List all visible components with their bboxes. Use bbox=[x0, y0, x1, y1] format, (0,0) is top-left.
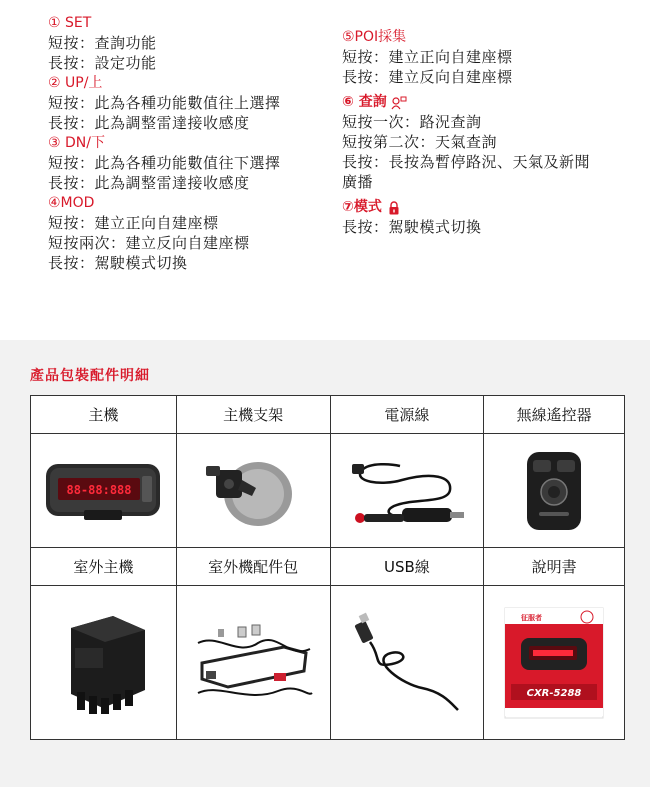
function-line: 短按：此為各種功能數值往下選擇 bbox=[48, 154, 281, 172]
item-label-outdoor-unit: 室外主機 bbox=[31, 548, 177, 586]
function-line: 短按：查詢功能 bbox=[48, 34, 157, 52]
item-image-mount bbox=[176, 434, 330, 548]
package-table bbox=[30, 395, 625, 740]
function-heading: ④MOD bbox=[48, 195, 95, 211]
item-label-remote: 無線遙控器 bbox=[484, 396, 625, 434]
function-line: 短按兩次：建立反向自建座標 bbox=[48, 234, 250, 252]
person-query-icon bbox=[391, 96, 407, 110]
item-image-usb-cable bbox=[330, 586, 484, 740]
package-contents-section bbox=[0, 340, 650, 787]
function-mode bbox=[342, 198, 642, 237]
function-query bbox=[342, 93, 642, 192]
remote-control-image bbox=[519, 446, 589, 536]
item-image-main-unit bbox=[31, 434, 177, 548]
function-line: 長按：駕駛模式切換 bbox=[342, 218, 482, 236]
manual-model-text: CXR-5288 bbox=[526, 687, 582, 699]
function-up bbox=[48, 74, 338, 133]
function-set bbox=[48, 14, 338, 73]
package-title: 產品包裝配件明細 bbox=[30, 368, 150, 384]
function-heading: ③ DN/下 bbox=[48, 135, 105, 151]
function-line: 長按：駕駛模式切換 bbox=[48, 254, 188, 272]
function-line: 短按第二次：天氣查詢 bbox=[342, 133, 498, 151]
function-line: 短按：建立正向自建座標 bbox=[342, 48, 513, 66]
item-image-power-cable bbox=[330, 434, 484, 548]
main-unit-display-text: 88-88:888 bbox=[66, 482, 132, 497]
function-heading: ① SET bbox=[48, 15, 92, 31]
outdoor-kit-image bbox=[188, 613, 318, 713]
item-image-manual bbox=[484, 586, 625, 740]
outdoor-unit-image bbox=[53, 608, 153, 718]
function-line: 長按：設定功能 bbox=[48, 54, 157, 72]
function-line: 廣播 bbox=[342, 173, 374, 191]
suction-mount-image bbox=[198, 450, 308, 532]
function-line: 長按：長按為暫停路況、天氣及新聞 bbox=[342, 153, 591, 171]
item-label-usb-cable: USB線 bbox=[330, 548, 484, 586]
item-label-outdoor-kit: 室外機配件包 bbox=[176, 548, 330, 586]
function-line: 短按：此為各種功能數值往上選擇 bbox=[48, 94, 281, 112]
function-heading-row bbox=[342, 93, 642, 112]
item-label-main-unit: 主機 bbox=[31, 396, 177, 434]
item-label-mount: 主機支架 bbox=[176, 396, 330, 434]
function-heading: ⑥ 查詢 bbox=[342, 94, 387, 110]
function-line: 長按：建立反向自建座標 bbox=[342, 68, 513, 86]
function-mod bbox=[48, 194, 338, 273]
function-heading-row bbox=[342, 198, 642, 217]
item-image-outdoor-unit bbox=[31, 586, 177, 740]
function-line: 短按：建立正向自建座標 bbox=[48, 214, 219, 232]
manual-image bbox=[501, 604, 607, 722]
function-line: 短按一次：路況查詢 bbox=[342, 113, 482, 131]
power-cable-image bbox=[342, 446, 472, 536]
item-label-power-cable: 電源線 bbox=[330, 396, 484, 434]
item-image-outdoor-kit bbox=[176, 586, 330, 740]
item-image-remote bbox=[484, 434, 625, 548]
item-label-manual: 說明書 bbox=[484, 548, 625, 586]
function-list-left bbox=[48, 14, 338, 274]
function-line: 長按：此為調整雷達接收感度 bbox=[48, 114, 250, 132]
function-heading: ② UP/上 bbox=[48, 75, 103, 91]
function-description-section bbox=[0, 0, 650, 340]
svg-text:征服者: 征服者 bbox=[521, 613, 543, 622]
function-line: 長按：此為調整雷達接收感度 bbox=[48, 174, 250, 192]
function-poi bbox=[342, 28, 642, 87]
function-down bbox=[48, 134, 338, 193]
function-list-right bbox=[342, 28, 642, 243]
function-heading: ⑤POI採集 bbox=[342, 29, 407, 45]
lock-icon bbox=[386, 201, 402, 215]
main-unit-image bbox=[44, 458, 162, 524]
usb-cable-image bbox=[342, 608, 472, 718]
function-heading: ⑦模式 bbox=[342, 199, 382, 215]
